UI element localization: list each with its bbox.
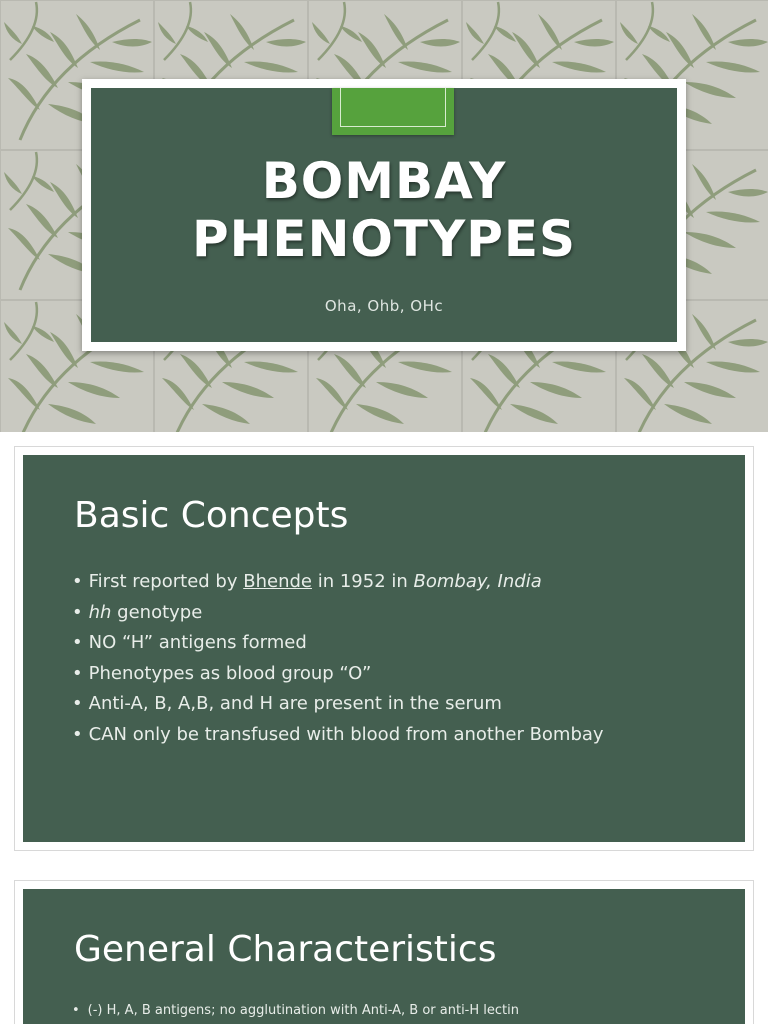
bullet-text: First reported by	[88, 571, 244, 592]
slide-title-line-1: BOMBAY	[261, 152, 507, 210]
title-box	[91, 88, 677, 342]
bullet-item: • Phenotypes as blood group “O”	[72, 659, 604, 690]
bullet-emphasis: Bombay, India	[413, 571, 542, 592]
slide-subtitle: Oha, Ohb, OHc	[324, 297, 444, 315]
bullet-emphasis: hh	[88, 601, 112, 623]
green-accent-tab-border	[340, 88, 446, 127]
bullet-item: • CAN only be transfused with blood from another Bombay	[72, 720, 604, 751]
general-characteristics-slide	[14, 880, 754, 1024]
bullet-list	[72, 567, 604, 750]
bullet-item: • NO “H” antigens formed	[72, 628, 604, 659]
bhende-link[interactable]: Bhende	[243, 571, 312, 592]
title-frame	[82, 79, 686, 351]
slide-title-line-2: PHENOTYPES	[191, 210, 577, 268]
slide-panel	[23, 455, 745, 842]
slide-heading: General Characteristics	[74, 929, 497, 970]
slide-panel	[23, 889, 745, 1024]
slide-title	[91, 152, 677, 268]
bullet-item	[72, 567, 604, 598]
bullet-item: • Anti-A, B, A,B, and H are present in the serum	[72, 689, 604, 720]
bullet-item: • (-) H, A, B antigens; no agglutination with Anti-A, B or anti-H lectin	[72, 1001, 519, 1021]
green-accent-tab	[332, 88, 454, 135]
basic-concepts-slide	[14, 446, 754, 851]
bullet-text: genotype	[111, 601, 203, 623]
bullet-text: in 1952 in	[311, 571, 414, 592]
bullet-item	[72, 598, 604, 629]
slide-heading: Basic Concepts	[74, 495, 349, 536]
title-slide	[0, 0, 768, 432]
bullet-list	[72, 1001, 519, 1021]
